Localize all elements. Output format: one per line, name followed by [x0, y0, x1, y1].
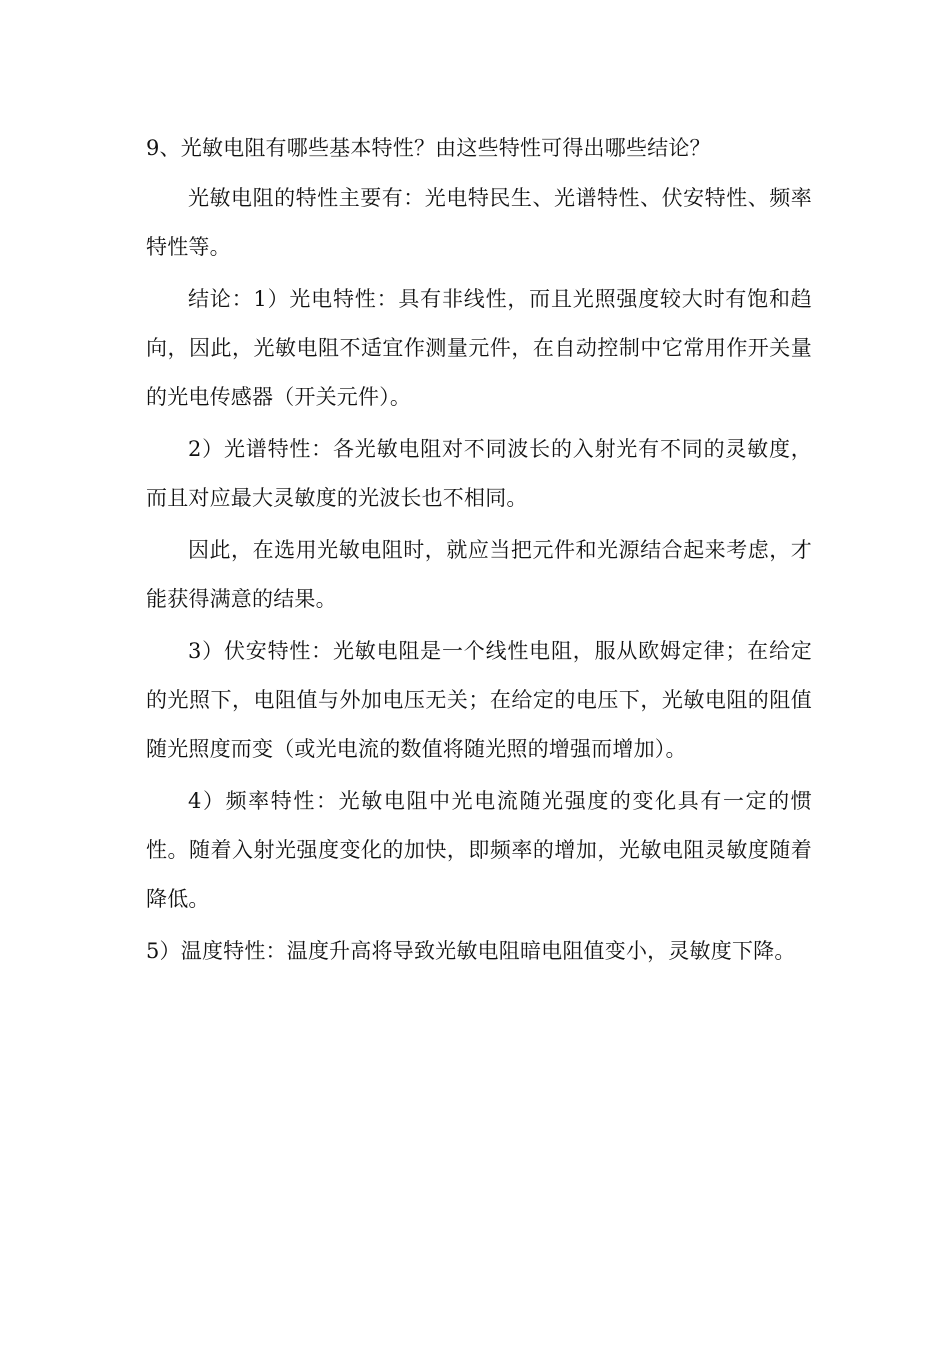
paragraph-frequency-characteristic: 4）频率特性：光敏电阻中光电流随光强度的变化具有一定的惯性。随着入射光强度变化的加快，即频率的增加，光敏电阻灵敏度随着降低。 [146, 789, 812, 911]
paragraph-temperature-characteristic: 5）温度特性：温度升高将导致光敏电阻暗电阻值变小，灵敏度下降。 [146, 939, 796, 963]
paragraph-voltage-current-characteristic: 3）伏安特性：光敏电阻是一个线性电阻，服从欧姆定律；在给定的光照下，电阻值与外加电压无关；在给定的电压下，光敏电阻的阻值随光照度而变（或光电流的数值将随光照的增强而增加）。 [146, 639, 812, 761]
question-heading: 9、光敏电阻有哪些基本特性？由这些特性可得出哪些结论？ [146, 136, 711, 160]
paragraph-characteristics-overview: 光敏电阻的特性主要有：光电特民生、光谱特性、伏安特性、频率特性等。 [146, 186, 812, 259]
paragraph-selection-advice: 因此，在选用光敏电阻时，就应当把元件和光源结合起来考虑，才能获得满意的结果。 [146, 538, 812, 611]
paragraph-conclusion-photoelectric: 结论：1）光电特性：具有非线性，而且光照强度较大时有饱和趋向，因此，光敏电阻不适宜作测量元件，在自动控制中它常用作开关量的光电传感器（开关元件）。 [146, 287, 812, 409]
paragraph-spectral-characteristic: 2）光谱特性：各光敏电阻对不同波长的入射光有不同的灵敏度，而且对应最大灵敏度的光波长也不相同。 [146, 437, 812, 510]
document-body [146, 124, 812, 979]
